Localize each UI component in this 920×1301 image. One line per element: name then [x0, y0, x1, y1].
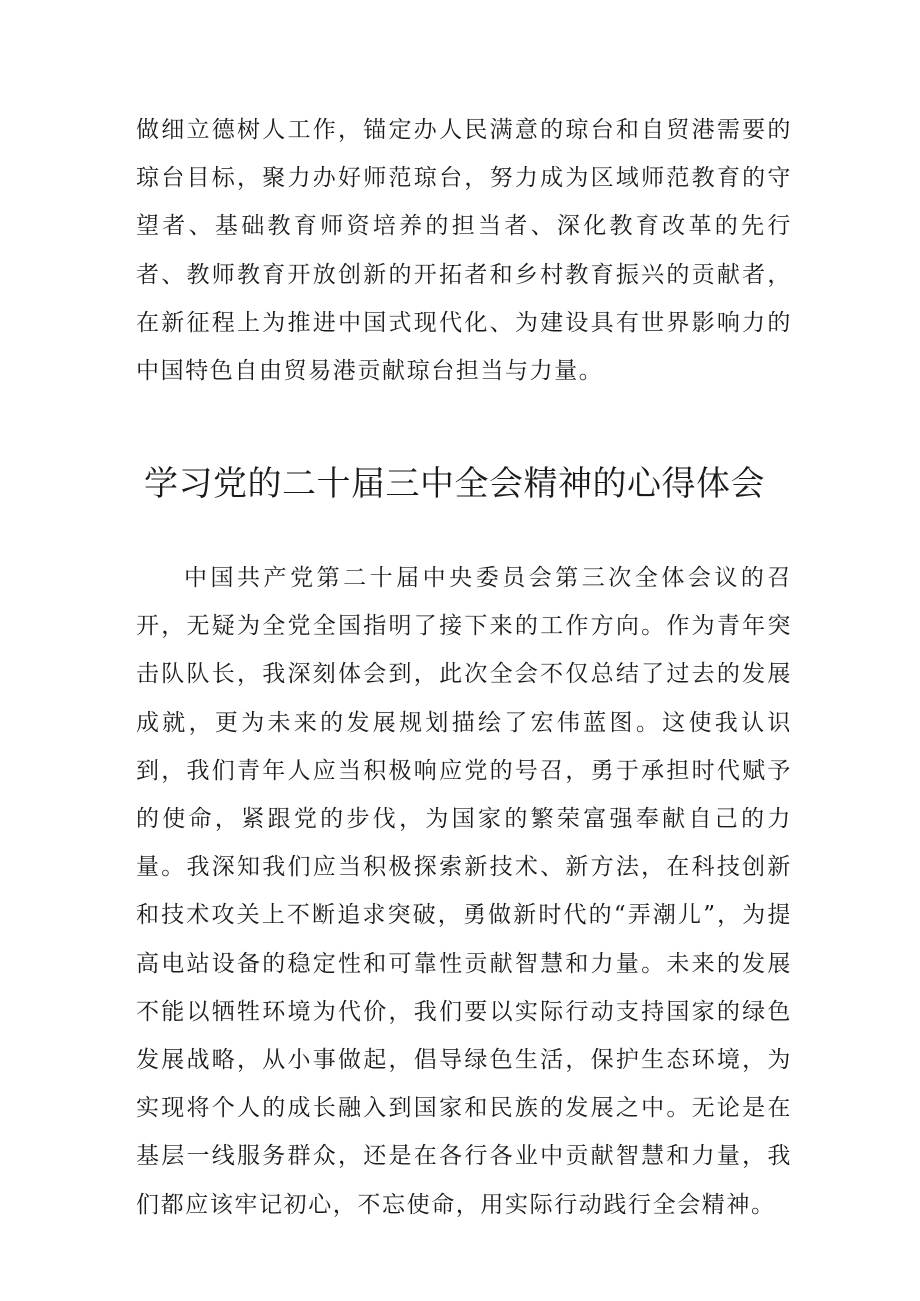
body-paragraph: 中国共产党第二十届中央委员会第三次全体会议的召开，无疑为全党全国指明了接下来的工作方向。作为青年突击队队长，我深刻体会到，此次全会不仅总结了过去的发展成就，更为未来的发展规划描绘了宏伟蓝图。这使我认识到，我们青年人应当积极响应党的号召，勇于承担时代赋予的使命，紧跟党的步伐，为国家的繁荣富强奉献自己的力量。我深知我们应当积极探索新技术、新方法，在科技创新和技术攻关上不断追求突破，勇做新时代的“弄潮儿”，为提高电站设备的稳定性和可靠性贡献智慧和力量。未来的发展不能以牺牲环境为代价，我们要以实际行动支持国家的绿色发展战略，从小事做起，倡导绿色生活，保护生态环境，为实现将个人的成长融入到国家和民族的发展之中。无论是在基层一线服务群众，还是在各行各业中贡献智慧和力量，我们都应该牢记初心，不忘使命，用实际行动践行全会精神。	[136, 565, 792, 1218]
article-title: 学习党的二十届三中全会精神的心得体会	[144, 464, 765, 504]
continuation-paragraph: 做细立德树人工作，锚定办人民满意的琼台和自贸港需要的琼台目标，聚力办好师范琼台，努力成为区域师范教育的守望者、基础教育师资培养的担当者、深化教育改革的先行者、教师教育开放创新的开拓者和乡村教育振兴的贡献者，在新征程上为推进中国式现代化、为建设具有世界影响力的中国特色自由贸易港贡献琼台担当与力量。	[136, 117, 792, 385]
